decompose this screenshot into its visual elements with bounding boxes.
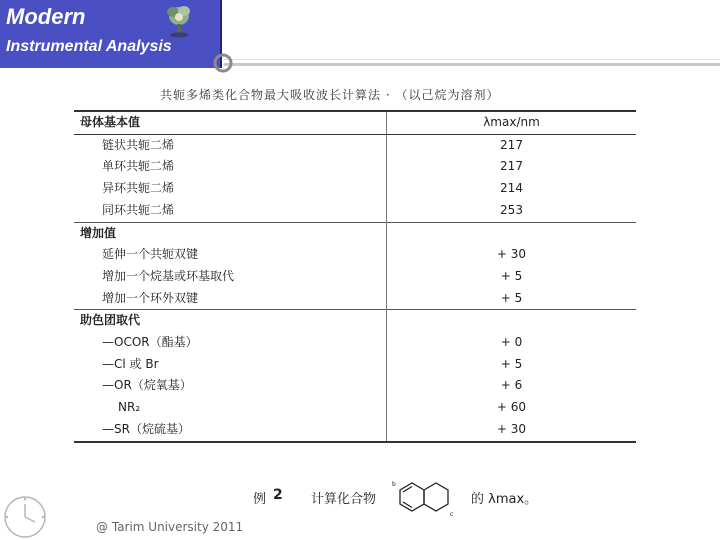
row-value: + 5 xyxy=(500,356,523,371)
example-number: 2 xyxy=(273,487,283,503)
example-text: 计算化合物 xyxy=(311,492,377,507)
header-bar xyxy=(224,0,720,66)
bicyclic-diene-structure-icon xyxy=(392,478,470,518)
svg-text:c: c xyxy=(450,511,454,518)
section-header-row xyxy=(74,310,636,332)
row-label: 单环共轭二烯 xyxy=(74,156,387,178)
table-row xyxy=(74,178,636,200)
table-row xyxy=(74,200,636,222)
row-value: 217 xyxy=(500,137,523,152)
ring-icon xyxy=(212,52,234,74)
row-label: NR₂ xyxy=(74,397,387,419)
footer-copyright: @ Tarim University 2011 xyxy=(96,520,244,534)
row-value: 217 xyxy=(500,159,523,174)
row-label: 异环共轭二烯 xyxy=(74,178,387,200)
row-label: 增加一个烷基或环基取代 xyxy=(74,266,387,288)
row-value: + 5 xyxy=(500,290,523,305)
header-label: 母体基本值 xyxy=(74,111,387,134)
table-row xyxy=(74,397,636,419)
row-label: —OCOR（酯基） xyxy=(74,332,387,354)
table-caption: 共轭多烯类化合物最大吸收波长计算法 · （以己烷为溶剂） xyxy=(160,88,500,102)
row-value: + 60 xyxy=(496,400,527,415)
course-title: Modern xyxy=(6,4,86,29)
section-header-row xyxy=(74,222,636,244)
example-prefix: 例 xyxy=(253,492,267,507)
clock-icon xyxy=(2,494,48,540)
row-label: 链状共轭二烯 xyxy=(74,134,387,156)
row-label: —SR（烷硫基） xyxy=(74,419,387,442)
table-row xyxy=(74,156,636,178)
absorption-table xyxy=(74,110,636,443)
table-row xyxy=(74,244,636,266)
table-row xyxy=(74,375,636,397)
flower-logo-icon xyxy=(160,2,198,38)
header-value: λmax/nm xyxy=(387,111,637,134)
table-row xyxy=(74,134,636,156)
row-label: —OR（烷氧基） xyxy=(74,375,387,397)
example-suffix: 的 λmax。 xyxy=(471,492,538,507)
section-title: 助色团取代 xyxy=(74,310,387,332)
table-row xyxy=(74,288,636,310)
row-value: + 6 xyxy=(500,378,523,393)
section-title: 增加值 xyxy=(74,222,387,244)
table-row xyxy=(74,332,636,354)
row-value: + 0 xyxy=(500,335,523,350)
row-value: + 30 xyxy=(387,419,637,442)
row-label: —Cl 或 Br xyxy=(74,354,387,376)
title-box xyxy=(0,0,222,68)
table-header-row xyxy=(74,111,636,134)
row-value: + 30 xyxy=(496,247,527,262)
row-label: 延伸一个共轭双键 xyxy=(74,244,387,266)
row-label: 增加一个环外双键 xyxy=(74,288,387,310)
row-value: + 5 xyxy=(500,268,523,283)
row-value: 214 xyxy=(500,181,523,196)
row-value: 253 xyxy=(500,202,523,217)
table-row xyxy=(74,266,636,288)
svg-text:b: b xyxy=(392,481,396,488)
course-subtitle: Instrumental Analysis xyxy=(6,38,172,55)
table-row xyxy=(74,419,636,442)
table-row xyxy=(74,354,636,376)
row-label: 同环共轭二烯 xyxy=(74,200,387,222)
